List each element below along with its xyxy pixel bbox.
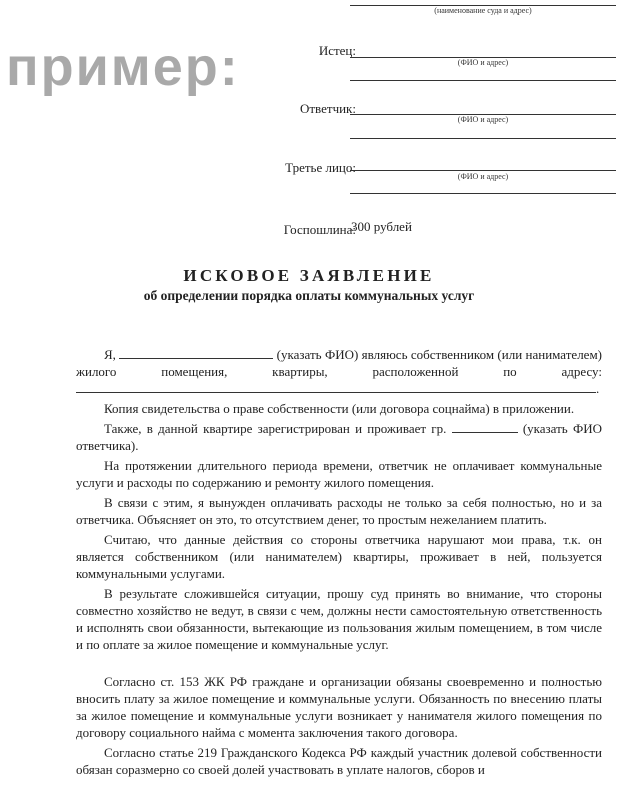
plaintiff-label: Истец: [318,43,356,58]
third-party-label: Третье лицо: [285,160,356,175]
plaintiff-line-2[interactable] [350,80,616,81]
name-field[interactable] [119,358,273,359]
defendant-line-2[interactable] [350,138,616,139]
paragraph-5: В связи с этим, я вынужден оплачивать расходы не только за себя полностью, но и за ответчика. Объясняет он это, то отсутствием денег, то простым нежеланием платить. [76,495,602,527]
paragraph-7: В результате сложившейся ситуации, прошу суд принять во внимание, что стороны совместно хозяйство не ведут, в связи с чем, должны нести самостоятельную ответственность и исполнять свои обязанности, вытекающие из пользования жилым помещением, в том числе и по оплате за жилое помещение и коммунальные услуг. [76,586,602,652]
paragraph-4: На протяжении длительного периода времени, ответчик не оплачивает коммунальные услуги и расходы по содержанию и ремонту жилого помещения. [76,458,602,490]
paragraph-6: Считаю, что данные действия со стороны ответчика нарушают мои права, т.к. он является собственником (или нанимателем) квартиры, проживает в ней, пользуется коммунальными услугами. [76,532,602,581]
court-caption: (наименование суда и адрес) [434,6,532,15]
third-party-caption: (ФИО и адрес) [457,172,509,181]
p1-end: . [596,381,600,396]
third-party-line[interactable] [350,170,616,171]
defendant-caption: (ФИО и адрес) [457,115,509,124]
paragraph-1 [76,346,602,397]
watermark-label: пример: [6,37,240,97]
paragraph-9: Согласно статье 219 Гражданского Кодекса РФ каждый участник долевой собственности обязан соразмерно со своей долей участвовать в уплате налогов, сборов и [76,745,602,777]
p3-end: (указать ФИО ответчика). [76,421,603,453]
fee-label: Госпошлина: [283,222,356,237]
defendant-label: Ответчик: [299,101,356,116]
paragraph-2: Копия свидетельства о праве собственности (или договора соцнайма) в приложении. [104,401,575,416]
p1-rest: (указать ФИО) являюсь собственником (или нанимателем) жилого помещения, квартиры, расположенной по адресу: [76,347,603,379]
document-title: ИСКОВОЕ ЗАЯВЛЕНИЕ [183,266,435,285]
fee-value: 300 рублей [351,219,412,234]
p1-start: Я, [104,347,116,362]
plaintiff-caption: (ФИО и адрес) [457,58,509,67]
p3-start: Также, в данной квартире зарегистрирован и проживает гр. [104,421,447,436]
paragraph-3 [76,420,602,454]
paragraph-8: Согласно ст. 153 ЖК РФ граждане и организации обязаны своевременно и полностью вносить плату за жилое помещение и коммунальные услуги. Обязанность по внесению платы за жилое помещение и коммунальные услуги возникает у нанимателя жилого помещения по договору социального найма с момента заключения такого договора. [76,674,602,740]
address-field[interactable] [76,392,596,393]
document-body [76,346,602,778]
document-subtitle: об определении порядка оплаты коммунальных услуг [143,288,475,303]
third-party-line-2[interactable] [350,193,616,194]
defendant-name-field[interactable] [452,432,518,433]
